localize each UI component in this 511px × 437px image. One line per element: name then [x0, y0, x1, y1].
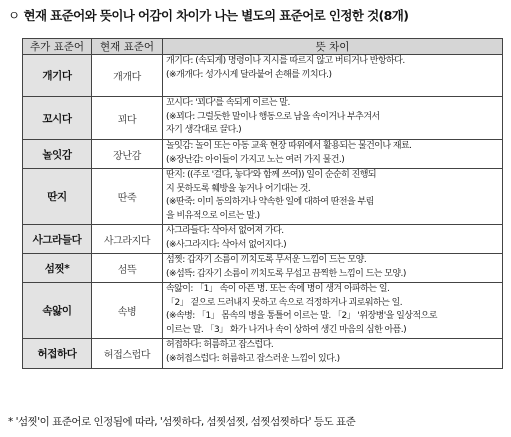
table-row — [23, 225, 503, 254]
bullet-icon: ㅇ — [8, 8, 20, 23]
meaning-cell — [163, 169, 503, 225]
meaning-line: 개기다: (속되게) 명령이나 지시를 따르지 않고 버티거나 반항하다. — [166, 56, 405, 66]
meaning-line: (※허접스럽다: 허름하고 잡스러운 느낌이 있다.) — [166, 353, 340, 364]
header-added-standard: 추가 표준어 — [23, 39, 92, 55]
added-term: 허접하다 — [23, 339, 92, 369]
meaning-cell — [163, 97, 503, 140]
standard-word-table — [22, 38, 503, 369]
table-row — [23, 283, 503, 339]
added-term: 속앓이 — [23, 283, 92, 339]
meaning-cell — [163, 140, 503, 169]
added-term: 딴지 — [23, 169, 92, 225]
header-current-standard: 현재 표준어 — [92, 39, 163, 55]
section-title-text: 현재 표준어와 뜻이나 어감이 차이가 나는 별도의 표준어로 인정한 것(8개) — [23, 8, 409, 23]
current-term: 허접스럽다 — [92, 339, 163, 369]
meaning-cell — [163, 254, 503, 283]
meaning-line: (※딴죽: 이미 동의하거나 약속한 일에 대하여 딴전을 부림 — [166, 197, 374, 207]
meaning-line: 을 비유적으로 이르는 말.) — [166, 210, 260, 221]
current-term: 딴죽 — [92, 169, 163, 225]
meaning-line: 꼬시다: '꾀다'를 속되게 이르는 말. — [166, 98, 290, 108]
added-term: 개기다 — [23, 55, 92, 97]
header-meaning-difference: 뜻 차이 — [163, 39, 503, 55]
added-term: 꼬시다 — [23, 97, 92, 140]
current-term: 개개다 — [92, 55, 163, 97]
meaning-cell — [163, 225, 503, 254]
meaning-line: 「2」 겉으로 드러내지 못하고 속으로 걱정하거나 괴로워하는 일. — [166, 297, 403, 308]
meaning-line: 놀잇감: 놀이 또는 아동 교육 현장 따위에서 활용되는 물건이나 재료. — [166, 141, 412, 151]
added-term: 사그라들다 — [23, 225, 92, 254]
meaning-cell — [163, 339, 503, 369]
meaning-cell — [163, 55, 503, 97]
table-row — [23, 169, 503, 225]
table-row — [23, 254, 503, 283]
meaning-line: 딴지: ((주로 '걸다, 놓다'와 함께 쓰여)) 일이 순순히 진행되 — [166, 170, 376, 180]
current-term: 꾀다 — [92, 97, 163, 140]
meaning-line: 속앓이: 「1」 속이 아픈 병. 또는 속에 병이 생겨 아파하는 일. — [166, 284, 390, 294]
meaning-cell — [163, 283, 503, 339]
meaning-line: (※섬뜩: 갑자기 소름이 끼치도록 무섭고 끔찍한 느낌이 드는 모양.) — [166, 268, 406, 279]
meaning-line: 지 못하도록 훼방을 놓거나 어기대는 것. — [166, 183, 311, 194]
meaning-line: (※사그라지다: 삭아서 없어지다.) — [166, 239, 287, 250]
meaning-line: (※속병: 「1」 몸속의 병을 통틀어 이르는 말. 「2」 '위장병'을 일상적으로 — [166, 311, 437, 321]
table-row — [23, 339, 503, 369]
current-term: 섬뜩 — [92, 254, 163, 283]
table-header-row — [23, 39, 503, 55]
current-term: 장난감 — [92, 140, 163, 169]
added-term: 놀잇감 — [23, 140, 92, 169]
meaning-line: (※장난감: 아이들이 가지고 노는 여러 가지 물건.) — [166, 154, 345, 165]
meaning-line: 섬찟: 갑자기 소름이 끼치도록 무서운 느낌이 드는 모양. — [166, 255, 367, 265]
meaning-line: (※꾀다: 그럴듯한 말이나 행동으로 남을 속이거나 부추겨서 — [166, 111, 380, 122]
meaning-line: 허접하다: 허름하고 잡스럽다. — [166, 340, 274, 350]
table-row — [23, 140, 503, 169]
added-term: 섬찟* — [23, 254, 92, 283]
meaning-line: 자기 생각대로 끌다.) — [166, 125, 242, 135]
meaning-line: (※개개다: 성가시게 달라붙어 손해를 끼치다.) — [166, 69, 332, 80]
meaning-line: 이르는 말. 「3」 화가 나거나 속이 상하여 생긴 마음의 심한 아픔.) — [166, 324, 407, 335]
meaning-line: 사그라들다: 삭아서 없어져 가다. — [166, 226, 284, 236]
current-term: 속병 — [92, 283, 163, 339]
footnote: * '섬찟'이 표준어로 인정됨에 따라, '섬찟하다, 섬찟섬찟, 섬찟섬찟하다' 등도 표준 — [8, 416, 356, 428]
table-row — [23, 97, 503, 140]
table-row — [23, 55, 503, 97]
current-term: 사그라지다 — [92, 225, 163, 254]
section-title — [8, 6, 508, 24]
